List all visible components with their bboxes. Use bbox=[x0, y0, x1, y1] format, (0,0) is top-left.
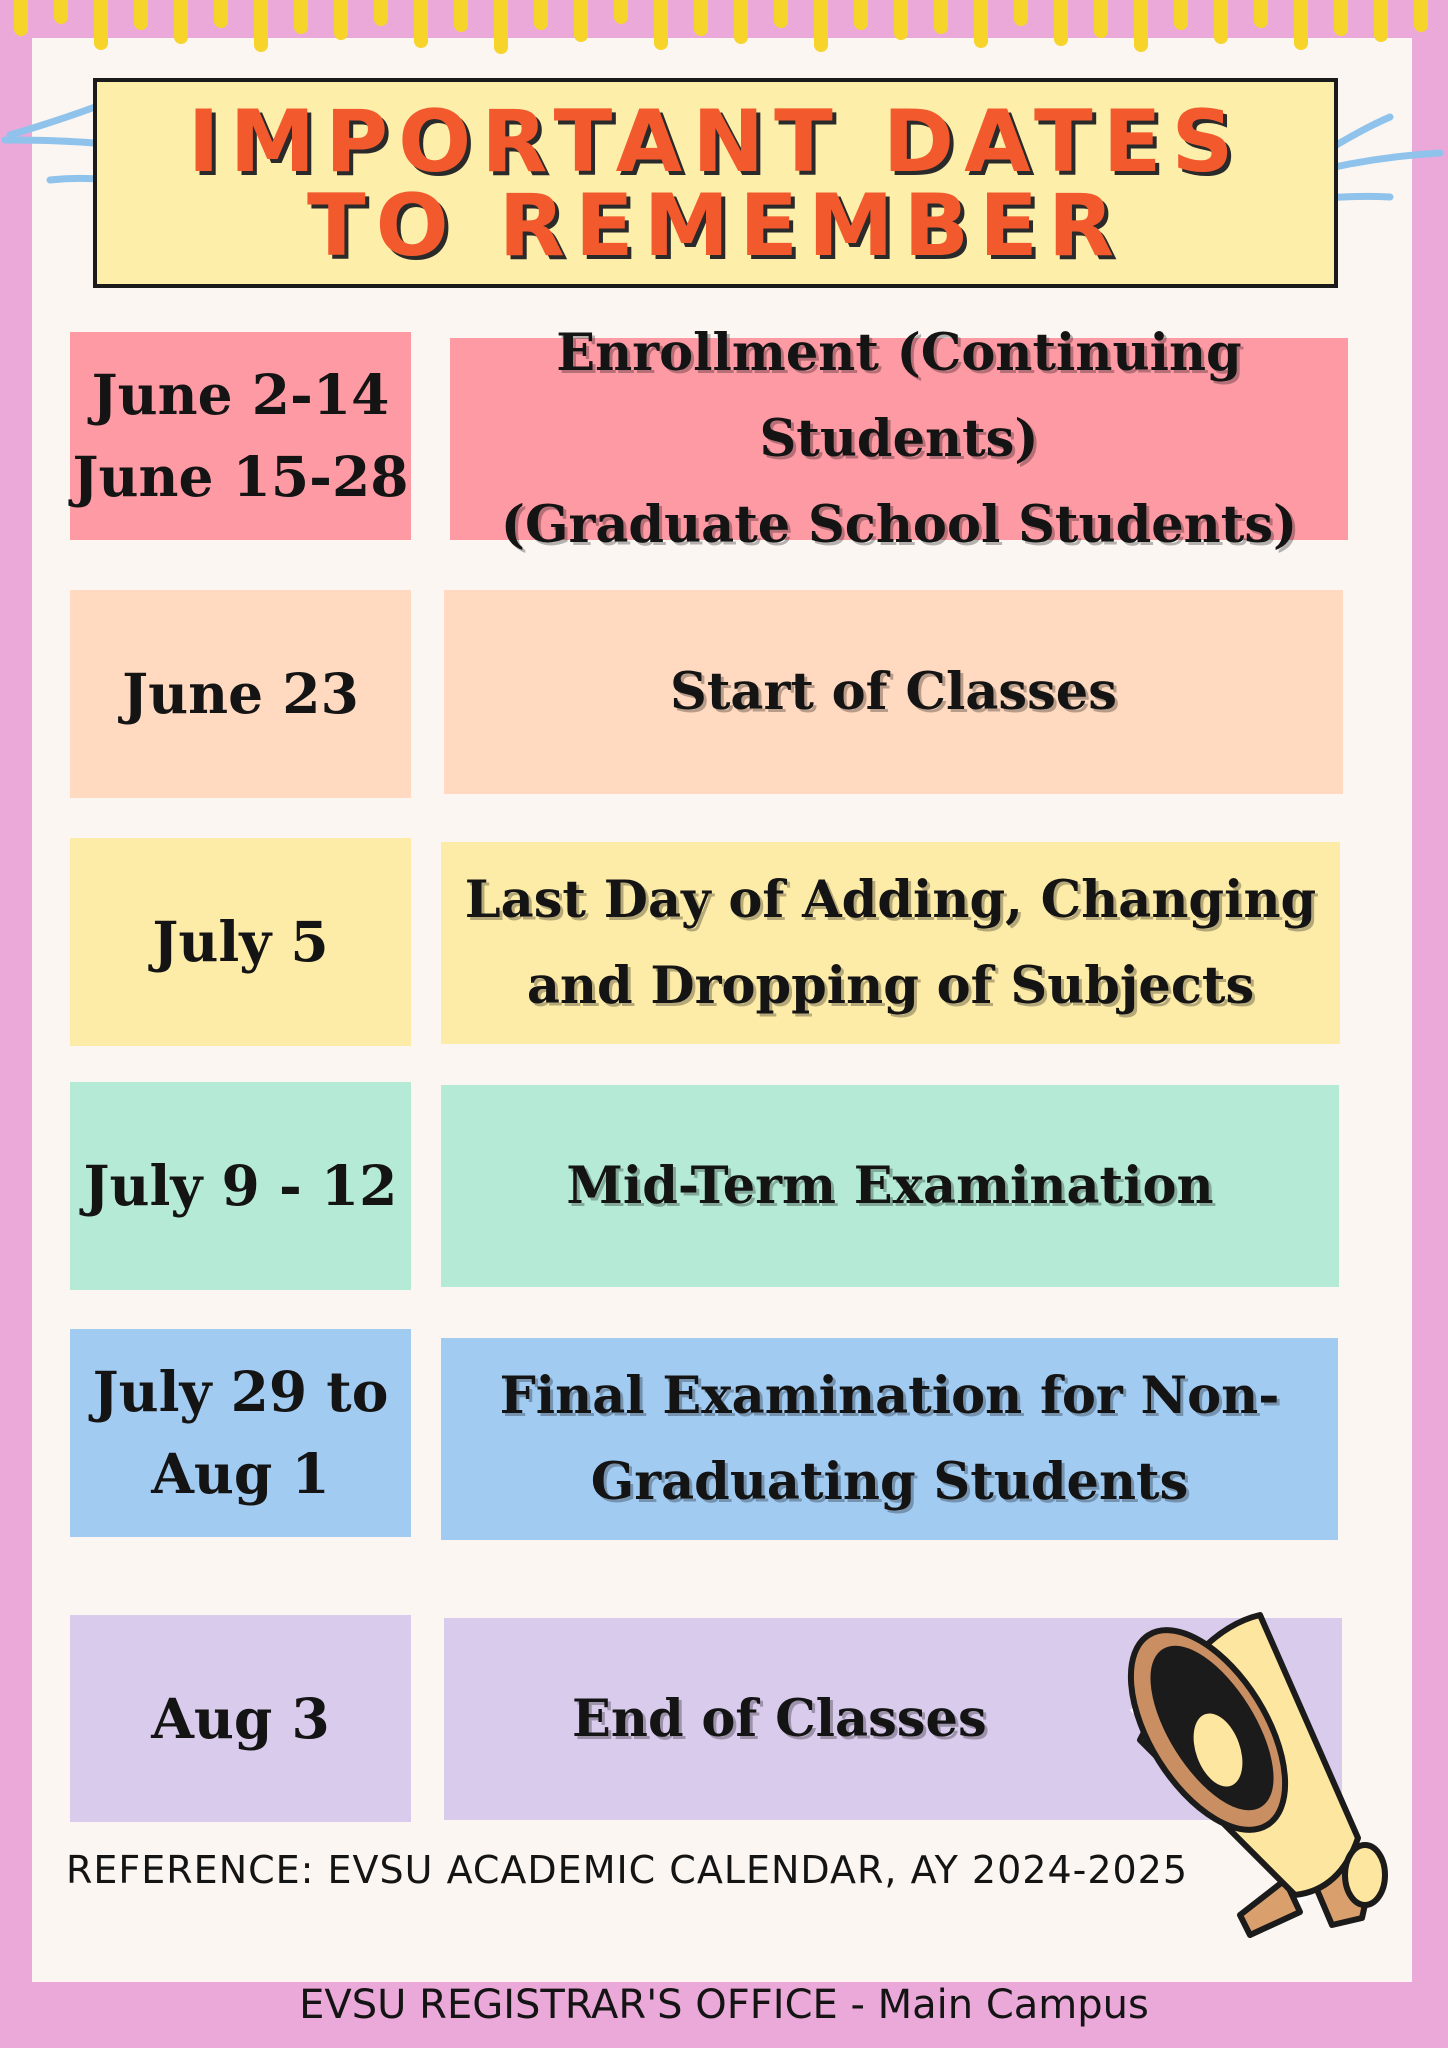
schedule-date: July 9 - 12 bbox=[70, 1082, 411, 1290]
fringe-strip bbox=[294, 0, 308, 34]
fringe-strip bbox=[1374, 0, 1388, 42]
fringe-strip bbox=[374, 0, 388, 26]
fringe-strip bbox=[1054, 0, 1068, 46]
fringe-strip bbox=[894, 0, 908, 40]
fringe-strip bbox=[934, 0, 948, 34]
schedule-event: Enrollment (Continuing Students) (Graduate School Students) bbox=[450, 338, 1348, 540]
fringe-strip bbox=[494, 0, 508, 54]
fringe-strip bbox=[14, 0, 28, 36]
fringe-strip bbox=[1094, 0, 1108, 38]
top-fringe-decoration bbox=[0, 0, 1448, 60]
schedule-date: June 23 bbox=[70, 590, 411, 798]
schedule-date: July 29 to Aug 1 bbox=[70, 1329, 411, 1537]
fringe-strip bbox=[94, 0, 108, 50]
fringe-strip bbox=[1254, 0, 1268, 28]
fringe-strip bbox=[854, 0, 868, 30]
fringe-strip bbox=[214, 0, 228, 28]
fringe-strip bbox=[694, 0, 708, 36]
schedule-event: Start of Classes bbox=[444, 590, 1343, 794]
fringe-strip bbox=[1334, 0, 1348, 36]
title-banner bbox=[93, 78, 1338, 288]
fringe-strip bbox=[1214, 0, 1228, 44]
fringe-strip bbox=[1014, 0, 1028, 26]
fringe-strip bbox=[734, 0, 748, 44]
fringe-strip bbox=[534, 0, 548, 30]
reference-note: REFERENCE: EVSU ACADEMIC CALENDAR, AY 2024-2025 bbox=[66, 1848, 1189, 1892]
schedule-date: June 2-14 June 15-28 bbox=[70, 332, 411, 540]
fringe-strip bbox=[134, 0, 148, 30]
fringe-strip bbox=[254, 0, 268, 52]
fringe-strip bbox=[414, 0, 428, 48]
fringe-strip bbox=[774, 0, 788, 28]
fringe-strip bbox=[1174, 0, 1188, 30]
fringe-strip bbox=[1134, 0, 1148, 52]
fringe-strip bbox=[814, 0, 828, 52]
fringe-strip bbox=[574, 0, 588, 42]
fringe-strip bbox=[54, 0, 68, 24]
title-line-1: IMPORTANT DATES bbox=[187, 92, 1244, 192]
title-line-2: TO REMEMBER bbox=[306, 176, 1125, 276]
fringe-strip bbox=[454, 0, 468, 32]
schedule-date: Aug 3 bbox=[70, 1615, 411, 1822]
schedule-event: Mid-Term Examination bbox=[441, 1085, 1339, 1287]
office-footer: EVSU REGISTRAR'S OFFICE - Main Campus bbox=[299, 1982, 1149, 2028]
fringe-strip bbox=[174, 0, 188, 44]
schedule-event: Last Day of Adding, Changing and Dropping of Subjects bbox=[441, 842, 1340, 1044]
fringe-strip bbox=[974, 0, 988, 48]
fringe-strip bbox=[614, 0, 628, 24]
schedule-event: End of Classes bbox=[444, 1618, 1342, 1820]
fringe-strip bbox=[1294, 0, 1308, 50]
fringe-strip bbox=[654, 0, 668, 50]
megaphone-icon bbox=[1100, 1600, 1420, 1960]
schedule-date: July 5 bbox=[70, 838, 411, 1046]
schedule-event: Final Examination for Non- Graduating Students bbox=[441, 1338, 1338, 1540]
fringe-strip bbox=[1414, 0, 1428, 32]
fringe-strip bbox=[334, 0, 348, 40]
